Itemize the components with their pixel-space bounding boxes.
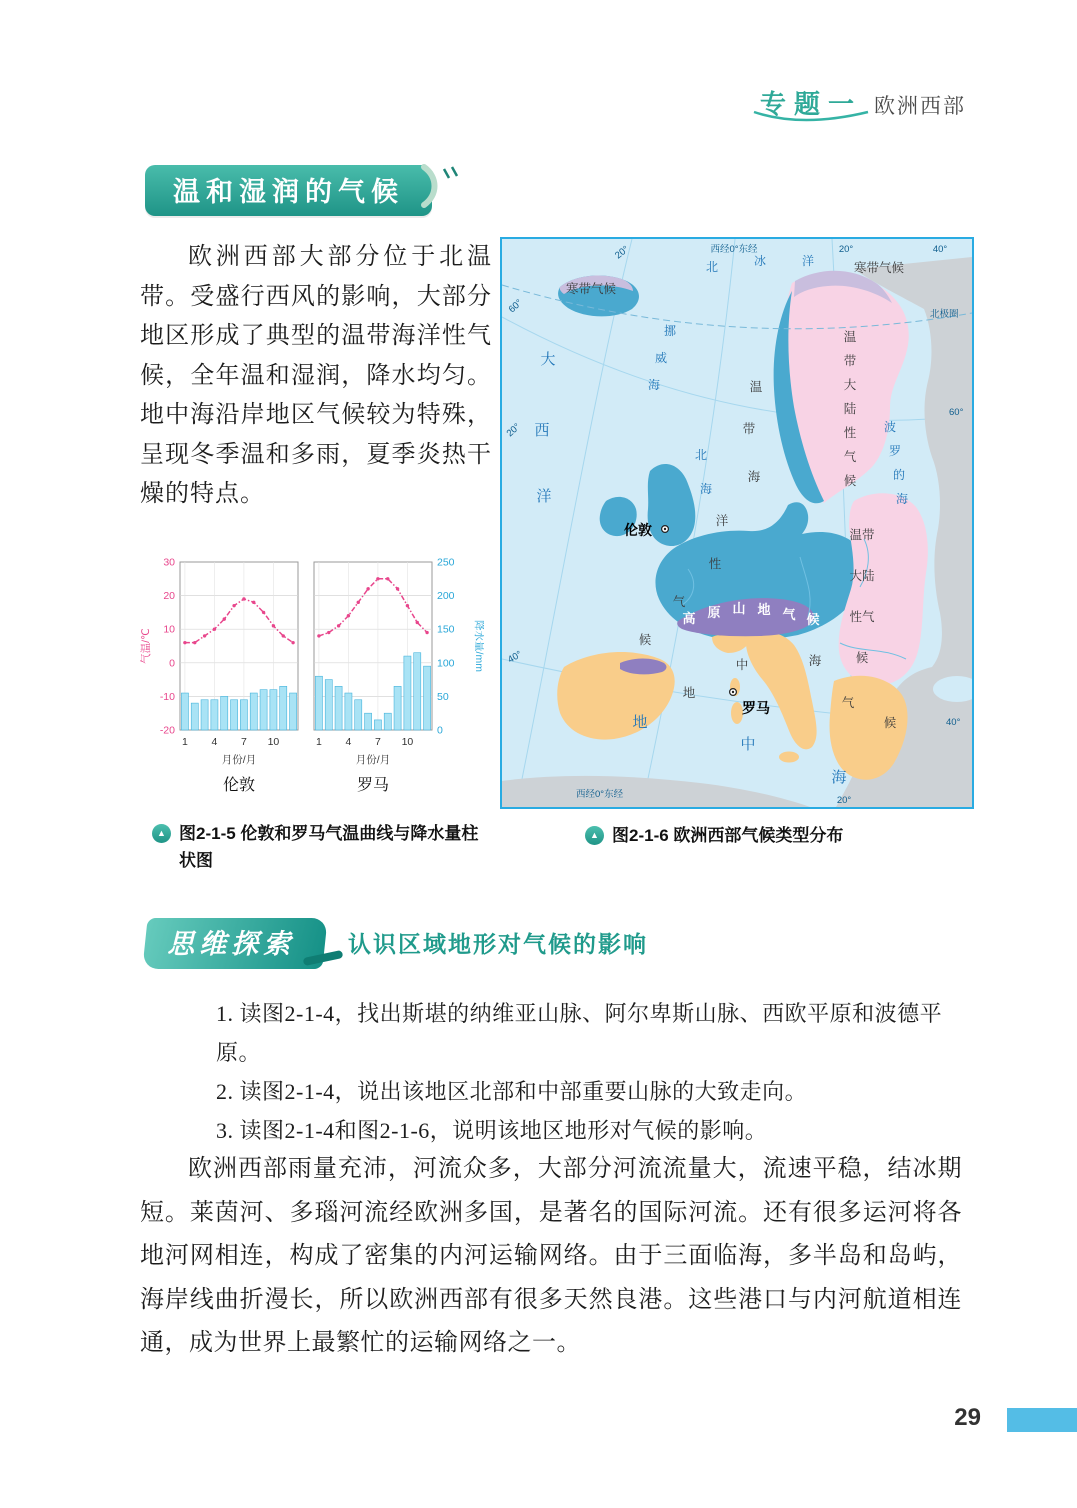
svg-text:7: 7	[374, 736, 381, 748]
map-label: 伦敦	[624, 522, 652, 538]
map-label: 海	[747, 470, 761, 484]
map-label: 60°	[949, 407, 964, 418]
map-label: 大	[540, 352, 556, 368]
question-item: 1. 读图2-1-4，找出斯堪的纳维亚山脉、阿尔卑斯山脉、西欧平原和波德平原。	[216, 1001, 943, 1065]
map-label: 20°	[613, 243, 632, 262]
svg-text:月份/月: 月份/月	[221, 754, 257, 766]
map-label: 地	[682, 686, 696, 700]
map-label: 带	[742, 422, 756, 436]
map-label: 波	[883, 420, 897, 434]
map-label: 中	[735, 658, 749, 672]
map-label: 西经0°东经	[576, 789, 624, 800]
map-label: 性	[843, 426, 857, 440]
page-edge-tab	[1007, 1408, 1077, 1432]
map-label: 挪	[663, 324, 677, 338]
svg-text:20: 20	[163, 590, 175, 603]
caption-triangle-icon: ▲	[152, 824, 171, 843]
map-label: 的	[892, 468, 906, 482]
map-label: 大陆	[849, 569, 875, 583]
london-marker	[662, 526, 669, 533]
svg-text:0: 0	[437, 724, 443, 737]
map-label: 大	[843, 378, 857, 392]
svg-text:200: 200	[437, 590, 455, 603]
map-label: 温带	[849, 528, 875, 542]
map-label: 40°	[932, 244, 948, 255]
explore-title: 认识区域地形对气候的影响	[348, 931, 648, 957]
map-label: 20°	[836, 795, 852, 806]
caption-triangle-icon: ▲	[585, 826, 604, 845]
question-item: 2. 读图2-1-4，说出该地区北部和中部重要山脉的大致走向。	[216, 1079, 808, 1104]
map-label: 带	[843, 354, 857, 368]
map-label: 西经0°东经	[710, 244, 758, 255]
central-europe-continental-region	[839, 493, 928, 685]
page-number: 29	[954, 1404, 981, 1431]
map-label: 候	[806, 612, 820, 627]
map-label: 海	[895, 492, 909, 506]
svg-text:7: 7	[240, 736, 247, 748]
map-label: 寒带气候	[566, 282, 617, 296]
map-label: 罗	[888, 444, 902, 458]
svg-text:伦敦: 伦敦	[222, 777, 256, 794]
map-label: 海	[699, 482, 713, 496]
sicily-island	[779, 752, 799, 763]
europe-climate-map	[500, 237, 974, 809]
svg-text:月份/月: 月份/月	[355, 754, 391, 766]
map-label: 40°	[506, 648, 524, 666]
map-label: 洋	[536, 489, 552, 505]
svg-text:250: 250	[437, 556, 455, 569]
svg-text:100: 100	[437, 657, 455, 670]
map-label: 北	[705, 260, 719, 274]
badge-arc-icon	[418, 161, 462, 211]
climate-chart-london	[138, 552, 306, 802]
map-label: 原	[707, 605, 721, 620]
page-header	[0, 84, 1077, 124]
map-label: 山	[732, 601, 746, 616]
svg-text:150: 150	[437, 623, 455, 636]
map-label: 地	[632, 715, 648, 731]
closing-paragraph: 欧洲西部雨量充沛，河流众多，大部分河流流量大，流速平稳，结冰期短。莱茵河、多瑙河流经欧洲多国，是著名的国际河流。还有很多运河将各地河网相连，构成了密集的内河运输网络。由于三面临海，多半岛和岛屿，海岸线曲折漫长，所以欧洲西部有很多天然良港。这些港口与内河航道相连通，成为世界上最繁忙的运输网络之一。	[140, 1156, 962, 1356]
map-label: 温	[843, 330, 857, 344]
map-label: 20°	[838, 244, 854, 255]
svg-text:罗马: 罗马	[356, 777, 390, 794]
map-label: 冰	[753, 254, 767, 268]
map-label: 气	[782, 607, 796, 622]
svg-text:1: 1	[181, 736, 188, 748]
climate-chart-rome	[306, 552, 484, 802]
map-label: 高	[682, 611, 696, 626]
map-label: 气	[672, 595, 686, 609]
map-svg	[502, 239, 972, 807]
climate-charts	[138, 552, 498, 802]
svg-text:1: 1	[315, 736, 322, 748]
map-label: 洋	[715, 514, 729, 528]
svg-text:降水量/mm: 降水量/mm	[473, 620, 484, 672]
figure-caption-fig5	[152, 820, 482, 874]
question-list	[216, 994, 978, 1150]
map-label: 候	[883, 716, 897, 730]
header-region: 欧洲西部	[874, 94, 966, 118]
map-label: 寒带气候	[854, 261, 905, 275]
map-label: 气	[843, 450, 857, 464]
svg-text:气温/℃: 气温/℃	[140, 628, 152, 664]
map-label: 性	[708, 557, 722, 571]
rome-marker	[730, 689, 737, 696]
map-label: 地	[757, 602, 771, 617]
chart-svg	[306, 552, 484, 796]
caption-text: 图2-1-6 欧洲西部气候类型分布	[612, 826, 844, 845]
map-label: 威	[654, 351, 668, 365]
question-item: 3. 读图2-1-4和图2-1-6，说明该地区地形对气候的影响。	[216, 1118, 768, 1143]
svg-text:10: 10	[401, 736, 414, 748]
map-label: 西	[534, 423, 550, 439]
map-label: 40°	[946, 717, 961, 728]
caption-text: 图2-1-5 伦敦和罗马气温曲线与降水量柱状图	[179, 824, 479, 870]
map-label: 温	[749, 380, 763, 394]
figure-caption-fig6	[585, 822, 945, 849]
chart-svg	[138, 552, 306, 796]
svg-text:10: 10	[163, 623, 175, 636]
map-label: 洋	[801, 254, 815, 268]
svg-text:-20: -20	[159, 724, 175, 737]
intro-paragraph: 欧洲西部大部分位于北温带。受盛行西风的影响，大部分地区形成了典型的温带海洋性气候，全年温和湿润，降水均匀。地中海沿岸地区气候较为特殊，呈现冬季温和多雨，夏季炎热干燥的特点。	[140, 244, 492, 507]
map-label: 海	[831, 770, 847, 786]
map-label: 性气	[849, 610, 875, 624]
svg-text:4: 4	[211, 736, 218, 748]
map-label: 候	[855, 651, 869, 665]
explore-badge-label: 思维探索	[167, 929, 296, 959]
section-title-badge	[145, 165, 432, 216]
header-swoosh-icon	[752, 106, 872, 128]
map-label: 中	[740, 737, 756, 753]
header-topic: 专题一	[760, 89, 863, 119]
svg-text:-10: -10	[159, 690, 175, 703]
map-label: 陆	[843, 402, 857, 416]
svg-text:50: 50	[437, 690, 449, 703]
svg-text:4: 4	[345, 736, 352, 748]
explore-badge	[145, 918, 325, 960]
map-label: 20°	[504, 421, 523, 440]
map-label: 气	[841, 696, 855, 710]
svg-text:0: 0	[169, 657, 175, 670]
section-title: 温和湿润的气候	[145, 165, 432, 216]
map-label: 候	[638, 633, 652, 647]
map-label: 60°	[506, 297, 525, 316]
svg-text:10: 10	[267, 736, 280, 748]
map-label: 罗马	[742, 700, 770, 716]
map-label: 北极圈	[930, 309, 959, 320]
map-label: 北	[694, 448, 708, 462]
svg-text:30: 30	[163, 556, 175, 569]
map-label: 候	[843, 474, 857, 488]
map-label: 海	[647, 378, 661, 392]
map-label: 海	[808, 654, 822, 668]
